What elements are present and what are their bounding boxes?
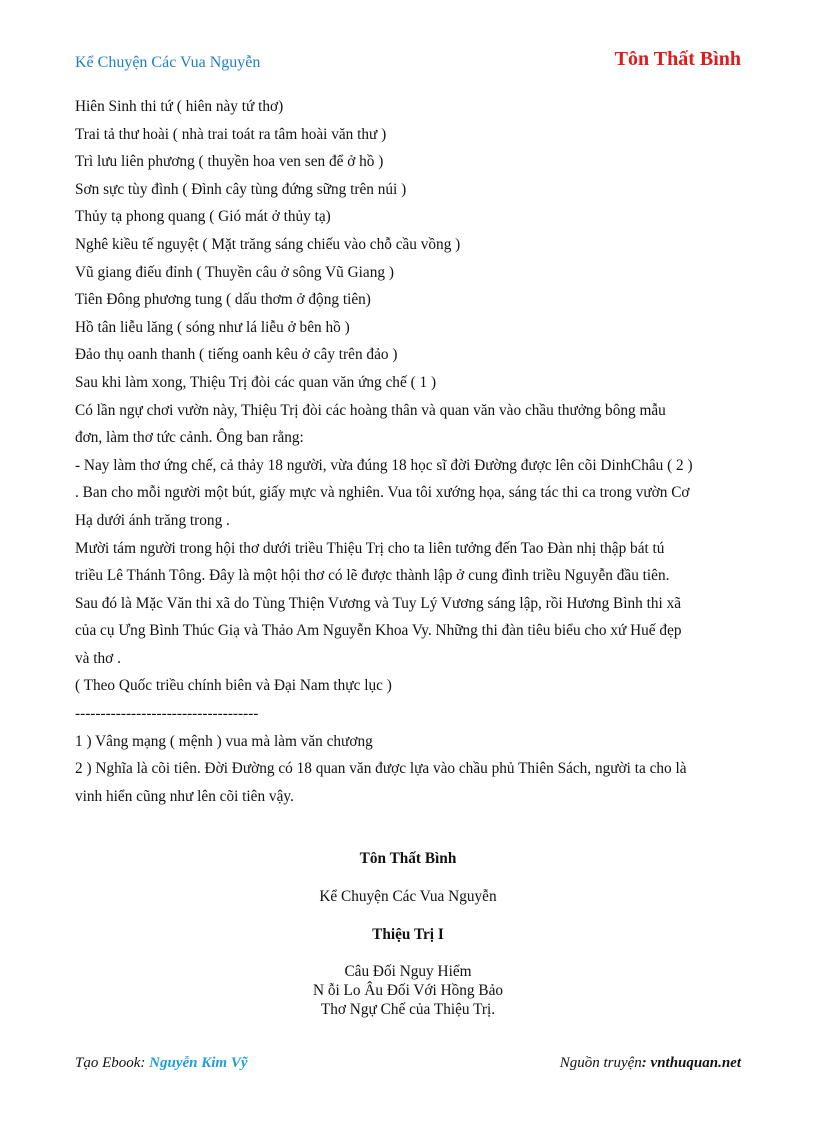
source-separator: : xyxy=(641,1055,651,1071)
text-line: Hồ tân liễu lăng ( sóng như lá liễu ở bên hồ ) xyxy=(75,318,350,336)
text-line: Có lần ngự chơi vườn này, Thiệu Trị đòi các hoàng thân và quan văn vào chầu thưởng bông mẫu xyxy=(75,401,666,419)
ebook-credit xyxy=(75,1055,248,1072)
text-line: Trì lưu liên phương ( thuyền hoa ven sen để ở hồ ) xyxy=(75,153,384,171)
ebook-separator: : xyxy=(140,1055,150,1071)
text-line: và thơ . xyxy=(75,649,121,667)
text-line: Sơn sực tùy đình ( Đình cây tùng đứng sững trên núi ) xyxy=(75,180,407,198)
colophon-line: Thơ Ngự Chế của Thiệu Trị. xyxy=(320,1001,496,1018)
book-title: Kể Chuyện Các Vua Nguyễn xyxy=(75,54,261,71)
text-line: Tiên Đông phương tung ( dấu thơm ở động tiên) xyxy=(75,291,371,309)
ebook-label: Tạo Ebook xyxy=(75,1055,141,1071)
colophon-line: Câu Đối Nguy Hiểm xyxy=(344,963,472,980)
colophon-line: N ỗi Lo Âu Đối Với Hồng Bảo xyxy=(312,982,504,999)
text-line: Thủy tạ phong quang ( Gió mát ở thủy tạ) xyxy=(75,208,331,226)
source-site: vnthuquan.net xyxy=(650,1055,741,1071)
source-credit xyxy=(560,1055,741,1072)
footnote-2-cont: vinh hiển cũng như lên cõi tiên vậy. xyxy=(75,787,294,805)
footnote-divider: ------------------------------------ xyxy=(75,705,259,723)
text-line: . Ban cho mỗi người một bút, giấy mực và nghiên. Vua tôi xướng họa, sáng tác thi ca trong vườn Cơ xyxy=(75,484,690,502)
text-line: Sau đó là Mặc Văn thi xã do Tùng Thiện Vương và Tuy Lý Vương sáng lập, rồi Hương Bình thi xã xyxy=(75,594,682,612)
text-line: Hiên Sinh thi tứ ( hiên này tứ thơ) xyxy=(75,98,284,115)
text-line: của cụ Ưng Bình Thúc Giạ và Thảo Am Nguyễn Khoa Vy. Những thi đàn tiêu biểu cho xứ Huế đẹp xyxy=(75,622,682,640)
page-footer xyxy=(75,1055,741,1077)
colophon-chapter: Thiệu Trị I xyxy=(372,926,444,943)
text-line: - Nay làm thơ ứng chế, cả thảy 18 người, vừa đúng 18 học sĩ đời Đường được lên cõi DinhChâu ( 2 ) xyxy=(75,456,693,474)
text-line: Sau khi làm xong, Thiệu Trị đòi các quan văn ứng chế ( 1 ) xyxy=(75,373,437,391)
text-line: Nghê kiều tế nguyệt ( Mặt trăng sáng chiếu vào chỗ cầu vồng ) xyxy=(75,235,461,253)
text-line: Trai tả thư hoài ( nhà trai toát ra tâm hoài văn thư ) xyxy=(75,125,387,143)
colophon-author: Tôn Thất Bình xyxy=(359,850,457,867)
ebook-creator: Nguyễn Kim Vỹ xyxy=(149,1055,248,1071)
text-line: Đảo thụ oanh thanh ( tiếng oanh kêu ở cây trên đảo ) xyxy=(75,346,398,364)
page-header xyxy=(75,46,741,78)
source-label: Nguồn truyện xyxy=(559,1055,642,1071)
footnote-2: 2 ) Nghĩa là cõi tiên. Đời Đường có 18 quan văn được lựa vào chầu phủ Thiên Sách, người ta cho là xyxy=(75,760,687,778)
author-name: Tôn Thất Bình xyxy=(614,48,741,70)
source-note: ( Theo Quốc triều chính biên và Đại Nam thực lục ) xyxy=(75,677,392,695)
footnote-1: 1 ) Vâng mạng ( mệnh ) vua mà làm văn chương xyxy=(75,732,373,750)
colophon-book: Kể Chuyện Các Vua Nguyễn xyxy=(319,888,497,905)
text-line: Hạ dưới ánh trăng trong . xyxy=(75,511,230,529)
body-text xyxy=(75,93,745,810)
text-line: đơn, làm thơ tức cảnh. Ông ban rằng: xyxy=(75,429,304,447)
text-line: triều Lê Thánh Tông. Đây là một hội thơ có lẽ được thành lập ở cung đình triều Nguyễn đầu tiên. xyxy=(75,567,670,585)
text-line: Mười tám người trong hội thơ dưới triều Thiệu Trị cho ta liên tưởng đến Tao Đàn nhị thập bát tú xyxy=(75,539,665,557)
text-line: Vũ giang điếu đỉnh ( Thuyền câu ở sông Vũ Giang ) xyxy=(75,263,394,281)
